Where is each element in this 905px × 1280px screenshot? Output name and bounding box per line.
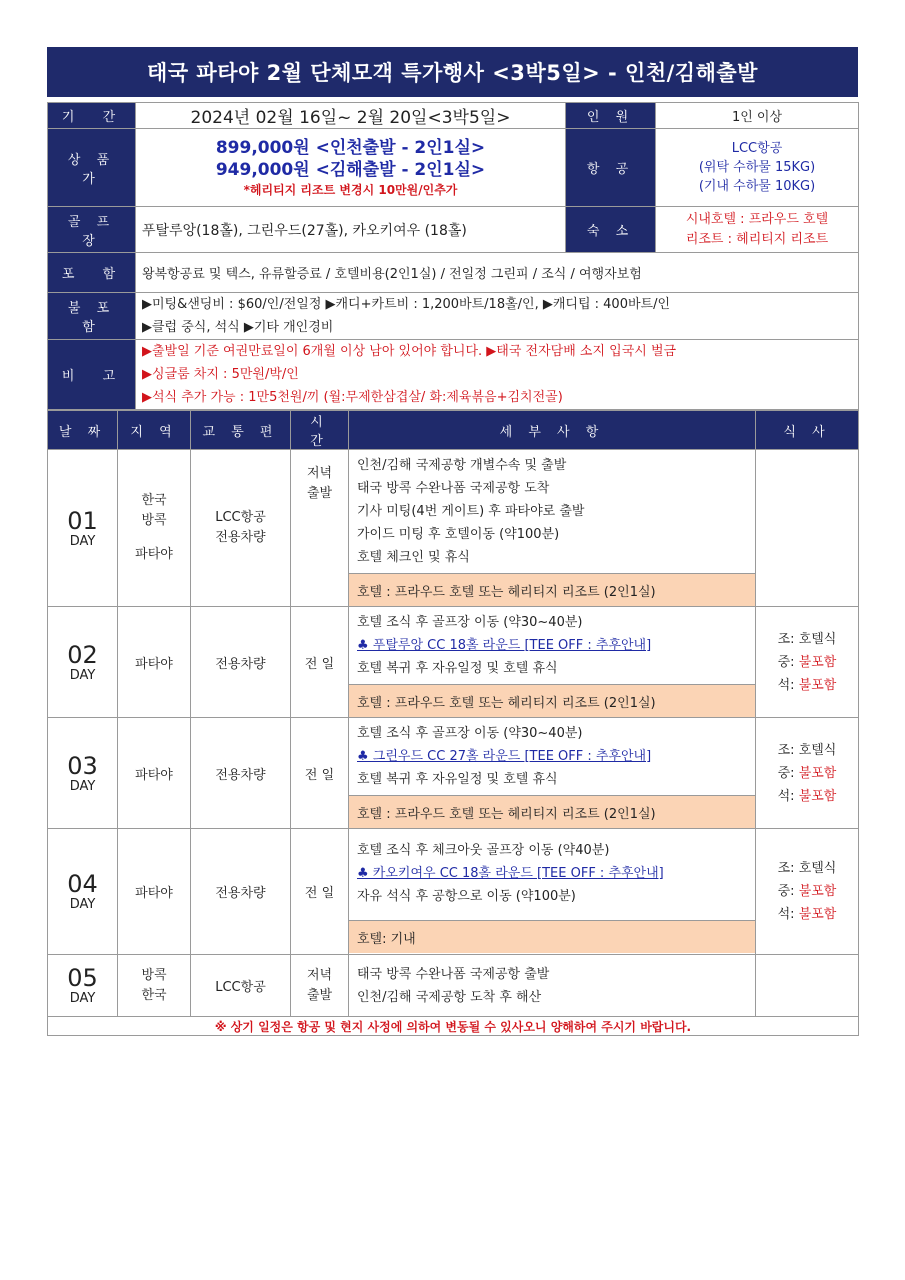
hotel-note: 호텔 : 프라우드 호텔 또는 헤리티지 리조트 (2인1실) (349, 795, 755, 828)
day-unit: DAY (69, 667, 96, 683)
price-label: 상 품 가 (48, 129, 136, 207)
header-transport: 교 통 편 (191, 411, 291, 450)
day-details (349, 829, 756, 955)
day-time: 전 일 (291, 607, 349, 718)
day-meal (756, 955, 859, 1017)
detail-line: 태국 방콕 수완나폼 국제공항 출발 (357, 966, 550, 982)
include-row (48, 253, 859, 293)
header-details: 세 부 사 항 (349, 411, 756, 450)
exclude-line-1: ▶미팅&샌딩비 : $60/인/전일정 ▶캐디+카트비 : 1,200바트/18홀/인, ▶캐디팁 : 400바트/인 (142, 297, 671, 312)
day-meal (756, 829, 859, 955)
air-cell (656, 129, 859, 207)
meal-lunch-prefix: 중: (777, 765, 799, 781)
price-incheon: 899,000원 <인천출발 - 2인1실> (215, 137, 486, 158)
meal-lunch-value: 불포함 (798, 654, 837, 670)
include-label: 포 함 (48, 253, 136, 293)
day-num: 04 (67, 870, 98, 898)
hotel-note: 호텔: 기내 (349, 920, 755, 953)
header-meal: 식 사 (756, 411, 859, 450)
price-row (48, 129, 859, 207)
meal-lunch-prefix: 중: (777, 884, 799, 899)
schedule-table (47, 410, 859, 1036)
region-line: 파타야 (135, 547, 173, 562)
air-checked-baggage: (위탁 수하물 15KG) (698, 160, 816, 175)
day-details (349, 718, 756, 829)
note-line-1: ▶출발일 기준 여권만료일이 6개월 이상 남아 있어야 합니다. ▶태국 전자담배 소지 입국시 벌금 (142, 344, 677, 359)
meal-lunch (762, 880, 852, 903)
region-line: 한국 (141, 987, 167, 1003)
day-unit: DAY (69, 897, 96, 912)
detail-line: 인천/김해 국제공항 도착 후 해산 (357, 989, 542, 1005)
day-num: 03 (67, 751, 98, 780)
detail-line: 태국 방콕 수완나폼 국제공항 도착 (357, 481, 550, 496)
day-row-2 (48, 607, 859, 718)
period-label: 기 간 (48, 103, 136, 129)
hotel-note: 호텔 : 프라우드 호텔 또는 헤리티지 리조트 (2인1실) (349, 684, 755, 717)
price-cell (136, 129, 566, 207)
meal-dinner (762, 903, 852, 926)
day-row-1 (48, 450, 859, 607)
day-time (291, 450, 349, 607)
region-line: 한국 (141, 493, 167, 508)
stay-cell (656, 207, 859, 253)
meal-breakfast: 조: 호텔식 (777, 742, 837, 758)
note-line-2: ▶싱글룸 차지 : 5만원/박/인 (142, 367, 299, 382)
include-value: 왕복항공료 및 텍스, 유류할증료 / 호텔비용(2인1실) / 전일정 그린피 / 조식 / 여행자보험 (136, 253, 859, 293)
exclude-cell (136, 293, 859, 340)
people-value: 1인 이상 (656, 103, 859, 129)
note-cell (136, 340, 859, 410)
day-time: 전 일 (291, 829, 349, 955)
note-line-3: ▶석식 추가 가능 : 1만5천원/끼 (월:무제한삼겹살/ 화:제육볶음+김치전골) (142, 390, 563, 405)
detail-line: 호텔 조식 후 골프장 이동 (약30~40분) (357, 726, 583, 741)
detail-line: 호텔 복귀 후 자유일정 및 호텔 휴식 (357, 772, 558, 787)
note-row (48, 340, 859, 410)
footer-row (48, 1017, 859, 1036)
day-number (48, 829, 118, 955)
stay-label: 숙 소 (566, 207, 656, 253)
time-line: 저녁 (306, 466, 333, 481)
day-number (48, 955, 118, 1017)
day-meal (756, 718, 859, 829)
note-label: 비 고 (48, 340, 136, 410)
day-details (349, 955, 756, 1017)
meal-lunch-prefix: 중: (777, 654, 799, 670)
golf-value: 푸탈루앙(18홀), 그린우드(27홀), 카오키여우 (18홀) (136, 207, 566, 253)
info-table (47, 102, 859, 410)
meal-lunch-value: 불포함 (798, 765, 837, 781)
golf-label: 골 프 장 (48, 207, 136, 253)
region-line: 방콕 (141, 513, 167, 528)
day-number (48, 718, 118, 829)
hotel-note: 호텔 : 프라우드 호텔 또는 헤리티지 리조트 (2인1실) (349, 573, 755, 606)
day-num: 01 (67, 506, 98, 535)
air-label: 항 공 (566, 129, 656, 207)
golf-round: ♣ 카오키여우 CC 18홀 라운드 [TEE OFF : 추후안내] (357, 866, 664, 881)
meal-dinner-prefix: 석: (777, 907, 799, 922)
day-row-3 (48, 718, 859, 829)
stay-resort: 리조트 : 헤리티지 리조트 (685, 231, 829, 247)
day-time: 전 일 (291, 718, 349, 829)
day-number (48, 607, 118, 718)
day-region (118, 955, 191, 1017)
day-unit: DAY (69, 533, 96, 549)
footer-note: ※ 상기 일정은 항공 및 현지 사정에 의하여 변동될 수 있사오니 양해하여 주시기 바랍니다. (48, 1017, 859, 1036)
day-transport: 전용차량 (191, 607, 291, 718)
meal-breakfast: 조: 호텔식 (777, 861, 837, 876)
header-time: 시 간 (291, 411, 349, 450)
day-time (291, 955, 349, 1017)
time-line: 저녁 (306, 967, 333, 983)
stay-city-hotel: 시내호텔 : 프라우드 호텔 (685, 211, 829, 227)
exclude-line-2: ▶클럽 중식, 석식 ▶기타 개인경비 (142, 320, 334, 335)
meal-lunch (762, 762, 852, 785)
golf-round: ♣ 그린우드 CC 27홀 라운드 [TEE OFF : 추후안내] (357, 749, 652, 764)
day-transport (191, 450, 291, 607)
meal-dinner-prefix: 석: (777, 788, 799, 804)
day-unit: DAY (69, 991, 96, 1006)
day-region: 파타야 (118, 829, 191, 955)
day-details (349, 607, 756, 718)
meal-lunch-value: 불포함 (798, 884, 837, 899)
day-row-4 (48, 829, 859, 955)
day-row-5 (48, 955, 859, 1017)
meal-lunch (762, 651, 852, 674)
time-line: 출발 (306, 987, 333, 1003)
exclude-row (48, 293, 859, 340)
day-number (48, 450, 118, 607)
detail-line: 호텔 체크인 및 휴식 (357, 550, 470, 565)
meal-dinner-prefix: 석: (777, 677, 799, 693)
price-gimhae: 949,000원 <김해출발 - 2인1실> (215, 159, 486, 180)
itinerary-sheet (47, 47, 858, 1036)
golf-row (48, 207, 859, 253)
day-num: 05 (67, 964, 98, 992)
meal-dinner-value: 불포함 (798, 677, 837, 693)
meal-dinner (762, 674, 852, 697)
day-transport: LCC항공 (191, 955, 291, 1017)
people-label: 인 원 (566, 103, 656, 129)
meal-dinner-value: 불포함 (798, 788, 837, 804)
period-row (48, 103, 859, 129)
day-num: 02 (67, 640, 98, 669)
region-line: 방콕 (141, 967, 167, 983)
header-date: 날 짜 (48, 411, 118, 450)
day-region (118, 450, 191, 607)
time-line: 출발 (306, 486, 333, 501)
detail-line: 호텔 조식 후 체크아웃 골프장 이동 (약40분) (357, 843, 610, 858)
detail-line: 자유 석식 후 공항으로 이동 (약100분) (357, 889, 576, 904)
day-meal (756, 450, 859, 607)
day-transport: 전용차량 (191, 829, 291, 955)
detail-line: 인천/김해 국제공항 개별수속 및 출발 (357, 458, 567, 473)
detail-line: 호텔 복귀 후 자유일정 및 호텔 휴식 (357, 661, 558, 676)
meal-dinner-value: 불포함 (798, 907, 837, 922)
day-region: 파타야 (118, 718, 191, 829)
schedule-header (48, 411, 859, 450)
detail-line: 가이드 미팅 후 호텔이동 (약100분) (357, 527, 560, 542)
detail-line: 호텔 조식 후 골프장 이동 (약30~40분) (357, 615, 583, 630)
air-cabin-baggage: (기내 수하물 10KG) (698, 179, 816, 194)
page-title: 태국 파타야 2월 단체모객 특가행사 <3박5일> - 인천/김해출발 (47, 47, 858, 97)
day-details (349, 450, 756, 607)
detail-line: 기사 미팅(4번 게이트) 후 파타야로 출발 (357, 504, 585, 519)
header-region: 지 역 (118, 411, 191, 450)
meal-breakfast: 조: 호텔식 (777, 631, 837, 647)
day-meal (756, 607, 859, 718)
air-carrier: LCC항공 (731, 141, 783, 156)
transport-line: LCC항공 (215, 510, 266, 525)
exclude-label: 불 포 함 (48, 293, 136, 340)
day-unit: DAY (69, 778, 96, 794)
meal-dinner (762, 785, 852, 808)
price-note: *헤리티지 리조트 변경시 10만원/인추가 (243, 182, 458, 197)
day-region: 파타야 (118, 607, 191, 718)
transport-line: 전용차량 (215, 530, 266, 545)
day-transport: 전용차량 (191, 718, 291, 829)
period-value: 2024년 02월 16일~ 2월 20일<3박5일> (136, 103, 566, 129)
golf-round: ♣ 푸탈루앙 CC 18홀 라운드 [TEE OFF : 추후안내] (357, 638, 652, 653)
